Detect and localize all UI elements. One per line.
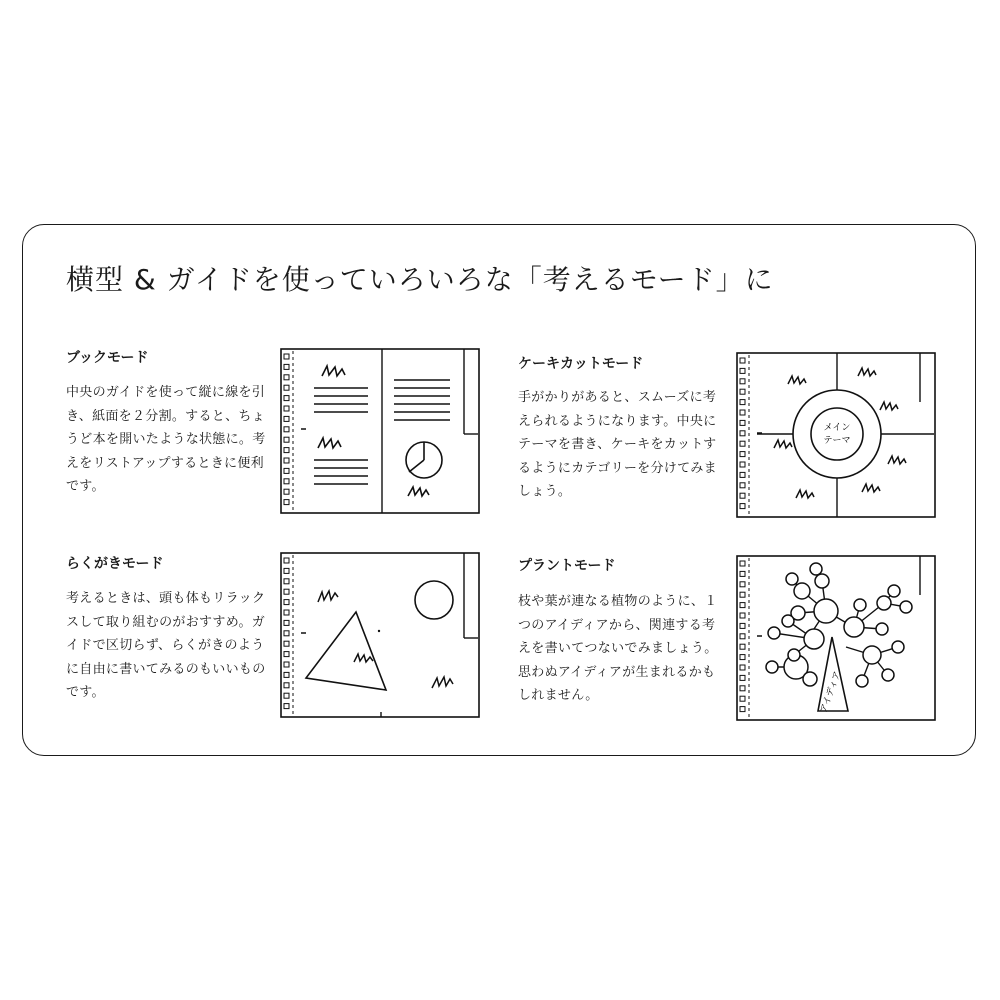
- binder-hole: [740, 358, 745, 363]
- binder-hole: [284, 375, 289, 380]
- binder-hole: [284, 693, 289, 698]
- binder-hole: [284, 354, 289, 359]
- binder-hole: [740, 400, 745, 405]
- center-label-main: メイン: [823, 423, 851, 433]
- binder-hole: [740, 613, 745, 618]
- binder-hole: [740, 410, 745, 415]
- cake-cut-mode-title: ケーキカットモード: [518, 356, 644, 372]
- binder-hole: [284, 427, 289, 432]
- binder-hole: [740, 582, 745, 587]
- binder-holes: [284, 354, 289, 505]
- binder-hole: [740, 592, 745, 597]
- binder-hole: [284, 458, 289, 463]
- binder-hole: [740, 493, 745, 498]
- binder-hole: [284, 579, 289, 584]
- binder-holes: [740, 561, 745, 712]
- binder-hole: [740, 644, 745, 649]
- binder-hole: [284, 416, 289, 421]
- book-mode-title: ブックモード: [66, 350, 149, 366]
- binder-hole: [284, 489, 289, 494]
- binder-hole: [740, 686, 745, 691]
- cake-cut-mode-illustration: [736, 352, 936, 518]
- binder-hole: [284, 600, 289, 605]
- binder-hole: [284, 448, 289, 453]
- binder-hole: [284, 704, 289, 709]
- doodle-mode-illustration: [280, 552, 480, 718]
- binder-hole: [740, 571, 745, 576]
- binder-hole: [740, 452, 745, 457]
- center-label-theme: テーマ: [823, 436, 851, 446]
- binder-hole: [740, 379, 745, 384]
- binder-hole: [284, 437, 289, 442]
- binder-hole: [284, 468, 289, 473]
- binder-hole: [284, 662, 289, 667]
- binder-hole: [284, 568, 289, 573]
- binder-hole: [740, 675, 745, 680]
- binder-holes: [284, 558, 289, 709]
- book-mode-illustration: [280, 348, 480, 514]
- binder-hole: [284, 641, 289, 646]
- plant-mode-title: プラントモード: [518, 558, 616, 574]
- binder-hole: [284, 683, 289, 688]
- binder-hole: [740, 462, 745, 467]
- binder-hole: [740, 420, 745, 425]
- binder-hole: [740, 431, 745, 436]
- binder-hole: [284, 558, 289, 563]
- binder-holes: [740, 358, 745, 509]
- binder-hole: [284, 364, 289, 369]
- binder-hole: [740, 623, 745, 628]
- binder-hole: [284, 589, 289, 594]
- book-mode-description: 中央のガイドを使って縦に線を引き、紙面を２分割。すると、ちょうど本を開いたような状態に。考えをリストアップするときに便利です。: [66, 385, 266, 494]
- binder-hole: [740, 472, 745, 477]
- binder-hole: [284, 610, 289, 615]
- page-title: 横型 & ガイドを使っていろいろな「考えるモード」に: [66, 263, 774, 296]
- binder-hole: [284, 652, 289, 657]
- binder-hole: [740, 368, 745, 373]
- binder-hole: [284, 500, 289, 505]
- binder-hole: [740, 483, 745, 488]
- plant-mode-description: 枝や葉が連なる植物のように、１つのアイディアから、関連する考えを書いてつないでみましょう。思わぬアイディアが生まれるかもしれません。: [518, 594, 718, 703]
- binder-hole: [284, 406, 289, 411]
- trunk-label: アイディア: [818, 670, 844, 715]
- plant-mode-illustration: [736, 555, 936, 721]
- doodle-mode-description: 考えるときは、頭も体もリラックスして取り組むのがおすすめ。ガイドで区切らず、らくがきのように自由に書いてみるのもいいものです。: [66, 591, 266, 700]
- binder-hole: [740, 603, 745, 608]
- binder-hole: [284, 631, 289, 636]
- binder-hole: [740, 696, 745, 701]
- binder-hole: [284, 385, 289, 390]
- binder-hole: [740, 389, 745, 394]
- binder-hole: [284, 672, 289, 677]
- binder-hole: [740, 441, 745, 446]
- binder-hole: [740, 707, 745, 712]
- binder-hole: [284, 620, 289, 625]
- doodle-mode-title: らくがきモード: [66, 556, 164, 572]
- binder-hole: [284, 479, 289, 484]
- binder-hole: [740, 655, 745, 660]
- binder-hole: [740, 665, 745, 670]
- binder-hole: [284, 396, 289, 401]
- binder-hole: [740, 561, 745, 566]
- binder-hole: [740, 504, 745, 509]
- binder-hole: [740, 634, 745, 639]
- cake-cut-mode-description: 手がかりがあると、スムーズに考えられるようになります。中央にテーマを書き、ケーキをカットするようにカテゴリーを分けてみましょう。: [518, 390, 717, 499]
